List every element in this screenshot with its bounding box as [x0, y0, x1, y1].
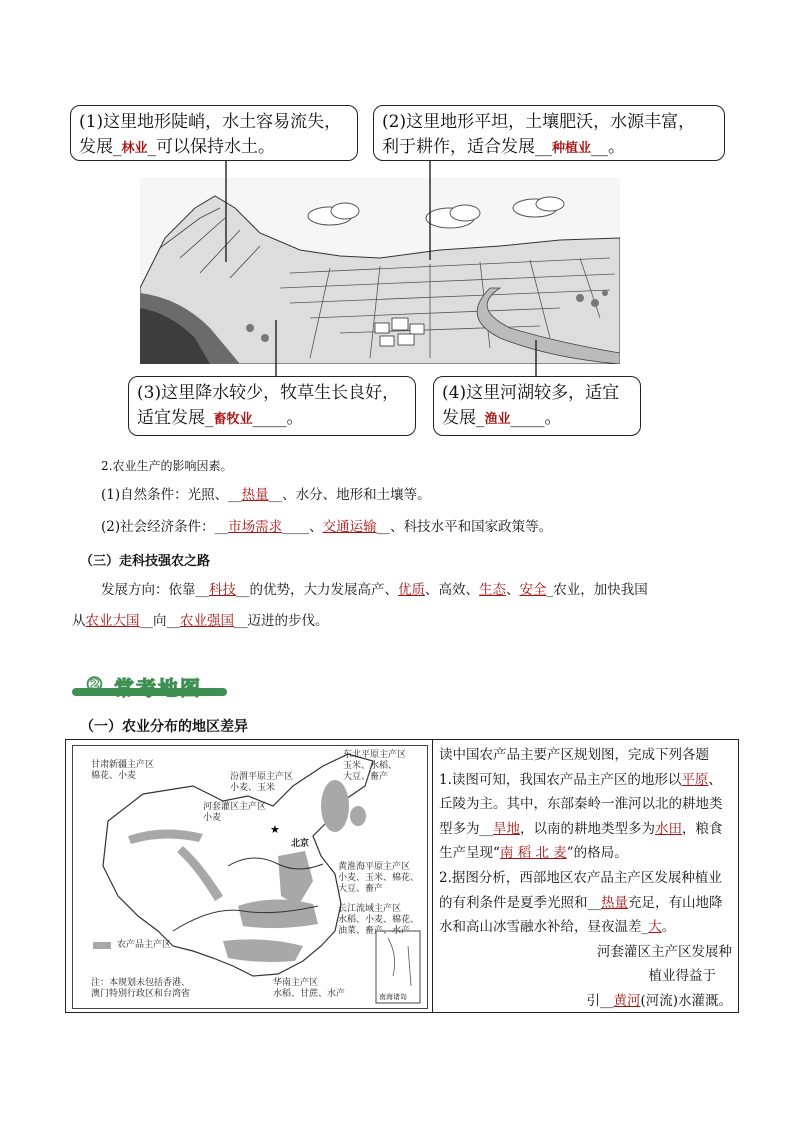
answer-dryland: 旱地: [493, 820, 520, 837]
answer-market-demand: 市场需求: [228, 519, 283, 535]
table-divider: [432, 740, 433, 1012]
subheading: （一）农业分布的地区差异: [80, 718, 248, 734]
label-dongbei: 东北平原主产区 玉米、水稻、 大豆、畜产: [343, 750, 407, 782]
label-beijing: 北京: [291, 839, 310, 849]
answer-paddy: 水田: [655, 820, 682, 837]
callout-1-answer: 林业: [121, 140, 148, 155]
answer-safety: 安全: [519, 582, 547, 598]
china-map: [72, 745, 428, 1009]
section3-title: （三）走科技强农之路: [80, 553, 211, 568]
callout-3-post: ____。: [252, 408, 304, 428]
section3-para-line2: 从农业大国__向__农业强国__迈进的步伐。: [72, 613, 329, 629]
banner-title: 常考地图: [114, 678, 202, 700]
question-3-line3: 引__黄河(河流)水灌溉。: [586, 992, 732, 1009]
factors-heading: 2.农业生产的影响因素。: [101, 459, 233, 473]
callout-2-pre: 利于耕作，适合发展__: [382, 137, 552, 157]
answer-quality: 优质: [398, 582, 425, 598]
section-banner: [72, 672, 227, 700]
answer-plain: 平原: [681, 771, 709, 788]
question-2: 2.据图分析，西部地区农产品主产区发展种植业的有利条件是夏季光照和__热量充足，有山地降水和高山冰雪融水补给，昼夜温差_大。: [439, 869, 723, 936]
label-changjiang: 长江流域主产区 水稻、小麦、棉花、 油菜、畜产、水产: [338, 904, 420, 936]
factors-social: (2)社会经济条件：__市场需求____、交通运输__、科技水平和国家政策等。: [101, 519, 553, 535]
banner-number: ②: [86, 674, 103, 696]
label-huanan: 华南主产区 水稻、甘蔗、水产: [273, 978, 346, 999]
answer-ecology: 生态: [479, 582, 506, 598]
answer-rice-wheat: 南 稻 北 麦: [499, 845, 567, 862]
questions-panel: [439, 743, 732, 1014]
callout-1-post: _可以保持水土。: [147, 137, 276, 157]
callout-box-3: [128, 376, 416, 436]
inset-label: 南海诸岛: [379, 993, 407, 1001]
callout-3-pre: 适宜发展_: [137, 408, 214, 428]
callout-2-post: __。: [591, 137, 626, 157]
question-1: 1.读图可知，我国农产品主产区的地形以平原、丘陵为主。其中，东部秦岭一淮河以北的耕地类型多为__旱地，以南的耕地类型多为水田，粮食生产呈现“南 稻 北 麦”的格局。: [439, 771, 723, 862]
callout-2-answer: 种植业: [552, 140, 592, 155]
map-question-table: [65, 739, 739, 1013]
label-fenwei: 汾渭平原主产区 小麦、玉米: [230, 772, 294, 793]
answer-heat-2: 热量: [601, 894, 628, 911]
answer-transport: 交通运输: [322, 519, 377, 535]
callout-box-4: [433, 376, 641, 436]
label-gansu-xinjiang: 甘肃新疆主产区 棉花、小麦: [91, 760, 155, 781]
answer-strong-country: 农业强国: [180, 613, 234, 629]
question-3-line2: 植业得益于: [648, 968, 716, 985]
answer-big-country: 农业大国: [85, 613, 140, 629]
answer-heat: 热量: [241, 487, 269, 503]
label-huanghuai: 黄淮海平原主产区 小麦、玉米、棉花、 大豆、畜产: [338, 862, 420, 894]
callout-4-pre: 发展_: [442, 408, 485, 428]
callout-4-answer: 渔业: [484, 411, 511, 426]
factors-natural: (1)自然条件：光照、__热量__、水分、地形和土壤等。: [101, 487, 431, 503]
callout-4-line1: (4)这里河湖较多，适宜: [442, 383, 620, 403]
question-3-line1: 河套灌区主产区发展种: [597, 943, 732, 960]
question-intro: 读中国农产品主要产区规划图，完成下列各题: [439, 747, 709, 763]
callout-4-post: ____。: [510, 408, 562, 428]
map-note: 注：本规划未包括香港、 澳门特别行政区和台湾省: [91, 978, 191, 999]
legend-label: 农产品主产区: [117, 940, 172, 950]
answer-yellow-river: 黄河: [613, 992, 641, 1009]
svg-text:★: ★: [270, 823, 280, 836]
label-hetao: 河套灌区主产区 小麦: [203, 802, 267, 823]
callout-3-answer: 畜牧业: [213, 411, 253, 426]
callout-3-line1: (3)这里降水较少，牧草生长良好，: [137, 383, 400, 403]
callout-1-pre: 发展_: [79, 137, 122, 157]
callout-1-line1: (1)这里地形陡峭，水土容易流失，: [79, 112, 342, 132]
answer-big: 大: [648, 919, 662, 936]
section3-para-line1: 发展方向：依靠__科技__的优势，大力发展高产、优质、高效、生态、安全_农业，加快我国: [101, 582, 648, 598]
answer-tech: 科技: [209, 582, 236, 598]
callout-2-line1: (2)这里地形平坦，土壤肥沃，水源丰富，: [382, 112, 696, 132]
